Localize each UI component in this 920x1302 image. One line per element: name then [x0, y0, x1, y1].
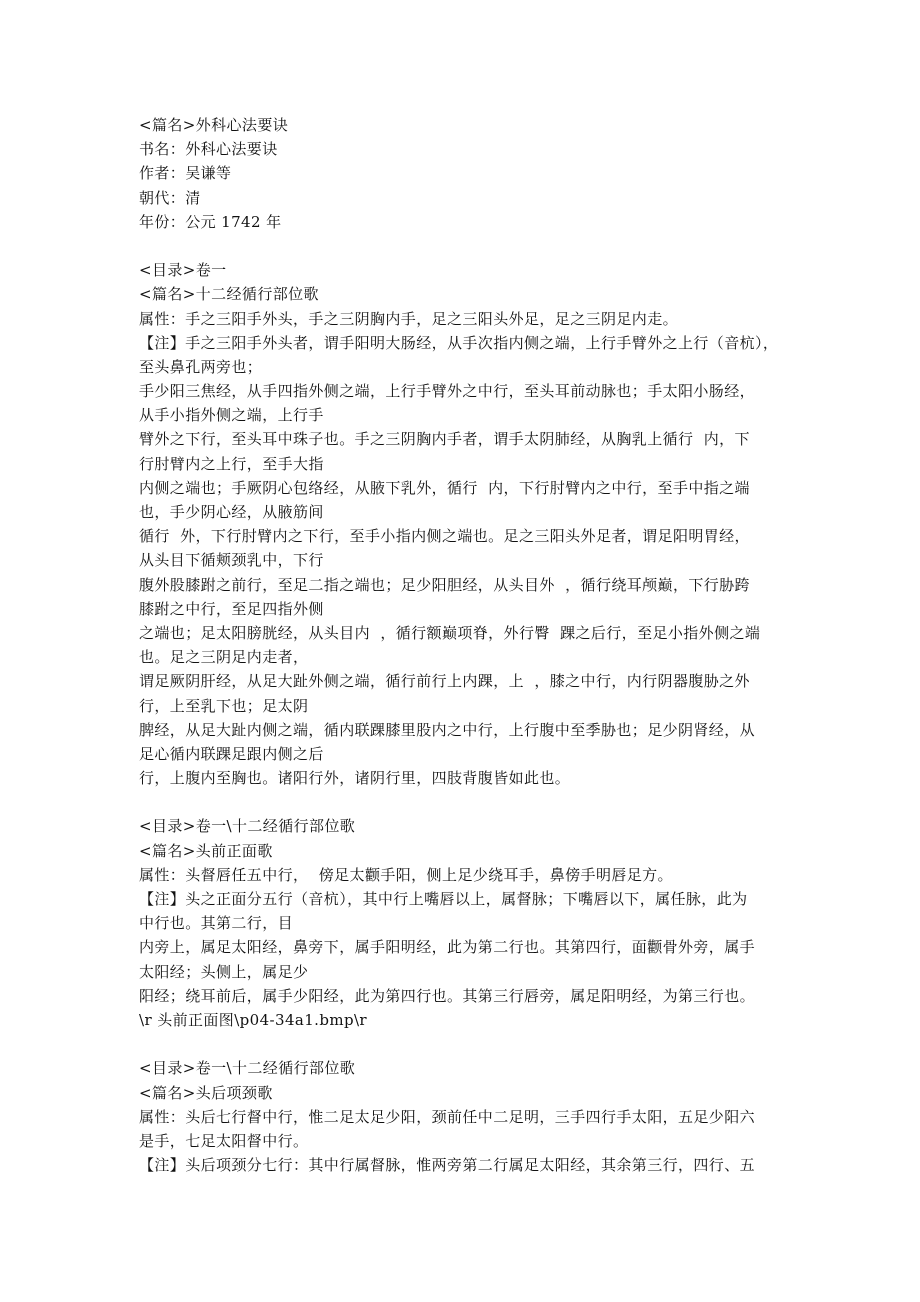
- document-text: [139, 113, 789, 1177]
- text-line: 行肘臂内之上行，至手大指: [139, 454, 324, 473]
- blank-line: [139, 234, 789, 258]
- text-line: 中行也。其第二行，目: [139, 914, 294, 933]
- text-line: 也。足之三阴足内走者，: [139, 648, 309, 667]
- text-line: \r 头前正面图\p04-34a1.bmp\r: [139, 1010, 367, 1029]
- text-line: 之端也；足太阳膀胱经，从头目内 ，循行额巅项脊，外行臀 踝之后行，至足小指外侧之端: [139, 623, 761, 642]
- text-line: 腹外股膝跗之前行，至足二指之端也；足少阳胆经，从头目外 ，循行绕耳颅巅，下行胁跨: [139, 575, 750, 594]
- blank-line: [139, 1032, 789, 1056]
- text-line: 至头鼻孔两旁也；: [139, 357, 263, 376]
- text-line: 从手小指外侧之端，上行手: [139, 406, 324, 425]
- text-line: 属性：头督唇任五中行， 傍足太颧手阳，侧上足少绕耳手，鼻傍手明唇足方。: [139, 865, 673, 884]
- text-line: <目录>卷一\十二经循行部位歌: [139, 817, 356, 836]
- text-line: 是手，七足太阳督中行。: [139, 1131, 309, 1150]
- text-line: 行，上腹内至胸也。诸阳行外，诸阴行里，四肢背腹皆如此也。: [139, 769, 571, 788]
- text-line: 【注】头后项颈分七行：其中行属督脉，惟两旁第二行属足太阳经，其余第三行，四行、五: [139, 1156, 756, 1175]
- text-line: <篇名>十二经循行部位歌: [139, 285, 319, 304]
- header-line: 书名：外科心法要诀: [139, 140, 278, 159]
- text-line: 【注】头之正面分五行（音杭），其中行上嘴唇以上，属督脉；下嘴唇以下，属任脉，此为: [139, 890, 748, 908]
- header-line: 年份：公元 1742 年: [139, 212, 282, 231]
- text-line: <篇名>头前正面歌: [139, 841, 273, 860]
- text-line: 脾经，从足大趾内侧之端，循内联踝膝里股内之中行，上行腹中至季胁也；足少阴肾经，从: [139, 720, 756, 739]
- header-line: 作者：吴谦等: [139, 164, 232, 183]
- blank-line: [139, 790, 789, 814]
- text-line: 谓足厥阴肝经，从足大趾外侧之端，循行前行上内踝，上 ，膝之中行，内行阴器腹胁之外: [139, 672, 750, 691]
- text-line: 也，手少阴心经，从腋筋间: [139, 503, 324, 521]
- text-line: 阳经；绕耳前后，属手少阳经，此为第四行也。其第三行唇旁，属足阳明经，为第三行也。: [139, 986, 756, 1005]
- text-line: 属性：头后七行督中行，惟二足太足少阳，颈前任中二足明，三手四行手太阳，五足少阳六: [139, 1107, 756, 1126]
- text-line: 内侧之端也；手厥阴心包络经，从腋下乳外，循行 内，下行肘臂内之中行，至手中指之端: [139, 478, 750, 497]
- text-line: 足心循内联踝足跟内侧之后: [139, 744, 324, 763]
- text-line: 属性：手之三阳手外头，手之三阴胸内手，足之三阳头外足，足之三阴足内走。: [139, 309, 679, 328]
- text-line: <篇名>头后项颈歌: [139, 1083, 273, 1102]
- text-line: 太阳经；头侧上，属足少: [139, 962, 309, 981]
- text-line: <目录>卷一\十二经循行部位歌: [139, 1059, 356, 1078]
- text-line: 从头目下循颊颈乳中，下行: [139, 551, 324, 570]
- text-line: <目录>卷一: [139, 261, 227, 280]
- text-line: 手少阳三焦经，从手四指外侧之端，上行手臂外之中行，至头耳前动脉也；手太阳小肠经，: [139, 382, 756, 401]
- text-line: 臂外之下行，至头耳中珠子也。手之三阴胸内手者，谓手太阴肺经，从胸乳上循行 内，下: [139, 430, 750, 449]
- text-line: 【注】手之三阳手外头者，谓手阳明大肠经，从手次指内侧之端，上行手臂外之上行（音杭），: [139, 333, 779, 352]
- text-line: 内旁上，属足太阳经，鼻旁下，属手阳明经，此为第二行也。其第四行，面颧骨外旁，属手: [139, 938, 756, 957]
- header-line: <篇名>外科心法要诀: [139, 116, 289, 134]
- text-line: 循行 外，下行肘臂内之下行，至手小指内侧之端也。足之三阳头外足者，谓足阳明胃经，: [139, 527, 750, 546]
- text-line: 膝跗之中行，至足四指外侧: [139, 599, 324, 618]
- text-line: 行，上至乳下也；足太阴: [139, 696, 309, 715]
- header-line: 朝代：清: [139, 188, 201, 207]
